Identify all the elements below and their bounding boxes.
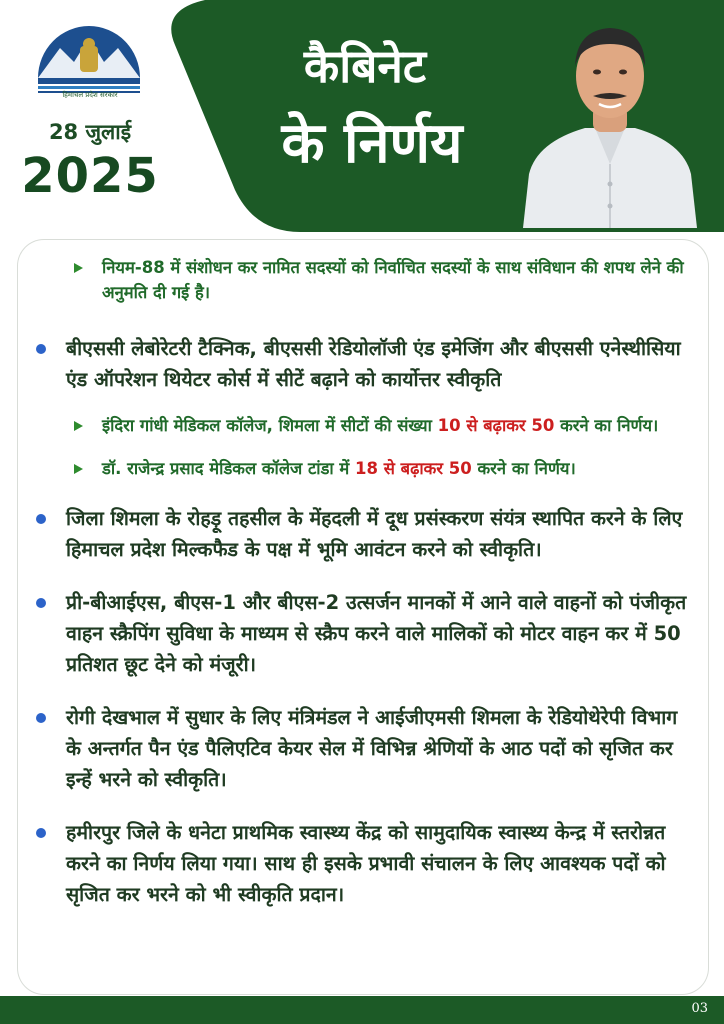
bullet-dot-icon — [36, 598, 46, 608]
page-title-line-1: कैबिनेट — [303, 39, 427, 93]
decision-sub-item — [36, 456, 696, 481]
decision-sub-item — [36, 413, 696, 438]
arrow-bullet-icon — [74, 464, 83, 474]
decision-text: हमीरपुर जिले के धनेटा प्राथमिक स्वास्थ्य केंद्र को सामुदायिक स्वास्थ्य केन्द्र में स्तरोन्नत करने का निर्णय लिया गया। साथ ही इसके प्रभावी संचालन के लिए आवश्यक पदों को सृजित कर भरने को भी स्वीकृति प्रदान। — [66, 821, 666, 906]
bullet-dot-icon — [36, 713, 46, 723]
bullet-dot-icon — [36, 344, 46, 354]
sub-item-text: करने का निर्णय। — [471, 459, 576, 478]
bullet-dot-icon — [36, 514, 46, 524]
date-day-month: 28 जुलाई — [48, 120, 132, 144]
page-title-line-2: के निर्णय — [281, 111, 463, 176]
state-emblem-logo — [30, 18, 148, 100]
logo-caption: हिमाचल प्रदेश सरकार — [62, 91, 118, 99]
chief-minister-portrait — [515, 14, 705, 228]
header — [0, 0, 724, 250]
page-number: 03 — [691, 1001, 708, 1016]
decision-text: बीएससी लेबोरेटरी टैक्निक, बीएससी रेडियोलॉजी एंड इमेजिंग और बीएससी एनेस्थीसिया एंड ऑपरेशन थियेटर कोर्स में सीटें बढ़ाने को कार्योत्तर स्वीकृति — [66, 337, 681, 391]
decision-item — [36, 503, 696, 565]
decision-item — [36, 702, 696, 795]
decision-item — [36, 587, 696, 680]
sub-item-text: इंदिरा गांधी मेडिकल कॉलेज, शिमला में सीटों की संख्या — [102, 416, 438, 435]
footer-bar — [0, 996, 724, 1024]
decision-text: रोगी देखभाल में सुधार के लिए मंत्रिमंडल ने आईजीएमसी शिमला के रेडियोथेरेपी विभाग के अन्तर्गत पैन एंड पैलिएटिव केयर सेल में विभिन्न श्रेणियों के आठ पदों को सृजित कर इन्हें भरने को स्वीकृति। — [66, 706, 678, 791]
decisions-list — [36, 255, 696, 910]
arrow-bullet-icon — [74, 421, 83, 431]
sub-item-text: करने का निर्णय। — [554, 416, 659, 435]
decision-item — [36, 333, 696, 395]
highlight-text: 10 से बढ़ाकर 50 — [437, 416, 555, 435]
decision-item — [36, 817, 696, 910]
bullet-dot-icon — [36, 828, 46, 838]
highlight-text: 18 से बढ़ाकर 50 — [355, 459, 472, 478]
sub-item-text: नियम-88 में संशोधन कर नामित सदस्यों को निर्वाचित सदस्यों के साथ संविधान की शपथ लेने की अनुमति दी गई है। — [102, 258, 684, 302]
date-year: 2025 — [21, 148, 159, 204]
sub-item-text: डॉ. राजेन्द्र प्रसाद मेडिकल कॉलेज टांडा में — [102, 459, 356, 478]
decision-text: जिला शिमला के रोहड़ू तहसील के मेंहदली में दूध प्रसंस्करण संयंत्र स्थापित करने के लिए हिमाचल प्रदेश मिल्कफैड के पक्ष में भूमि आवंटन करने को स्वीकृति। — [66, 507, 683, 561]
arrow-bullet-icon — [74, 263, 83, 273]
decision-text: प्री-बीआईएस, बीएस-1 और बीएस-2 उत्सर्जन मानकों में आने वाले वाहनों को पंजीकृत वाहन स्क्रैपिंग सुविधा के माध्यम से स्क्रैप करने वाले मालिकों को मोटर वाहन कर में 50 प्रतिशत छूट देने को मंजूरी। — [66, 591, 687, 676]
decision-sub-item — [36, 255, 696, 305]
